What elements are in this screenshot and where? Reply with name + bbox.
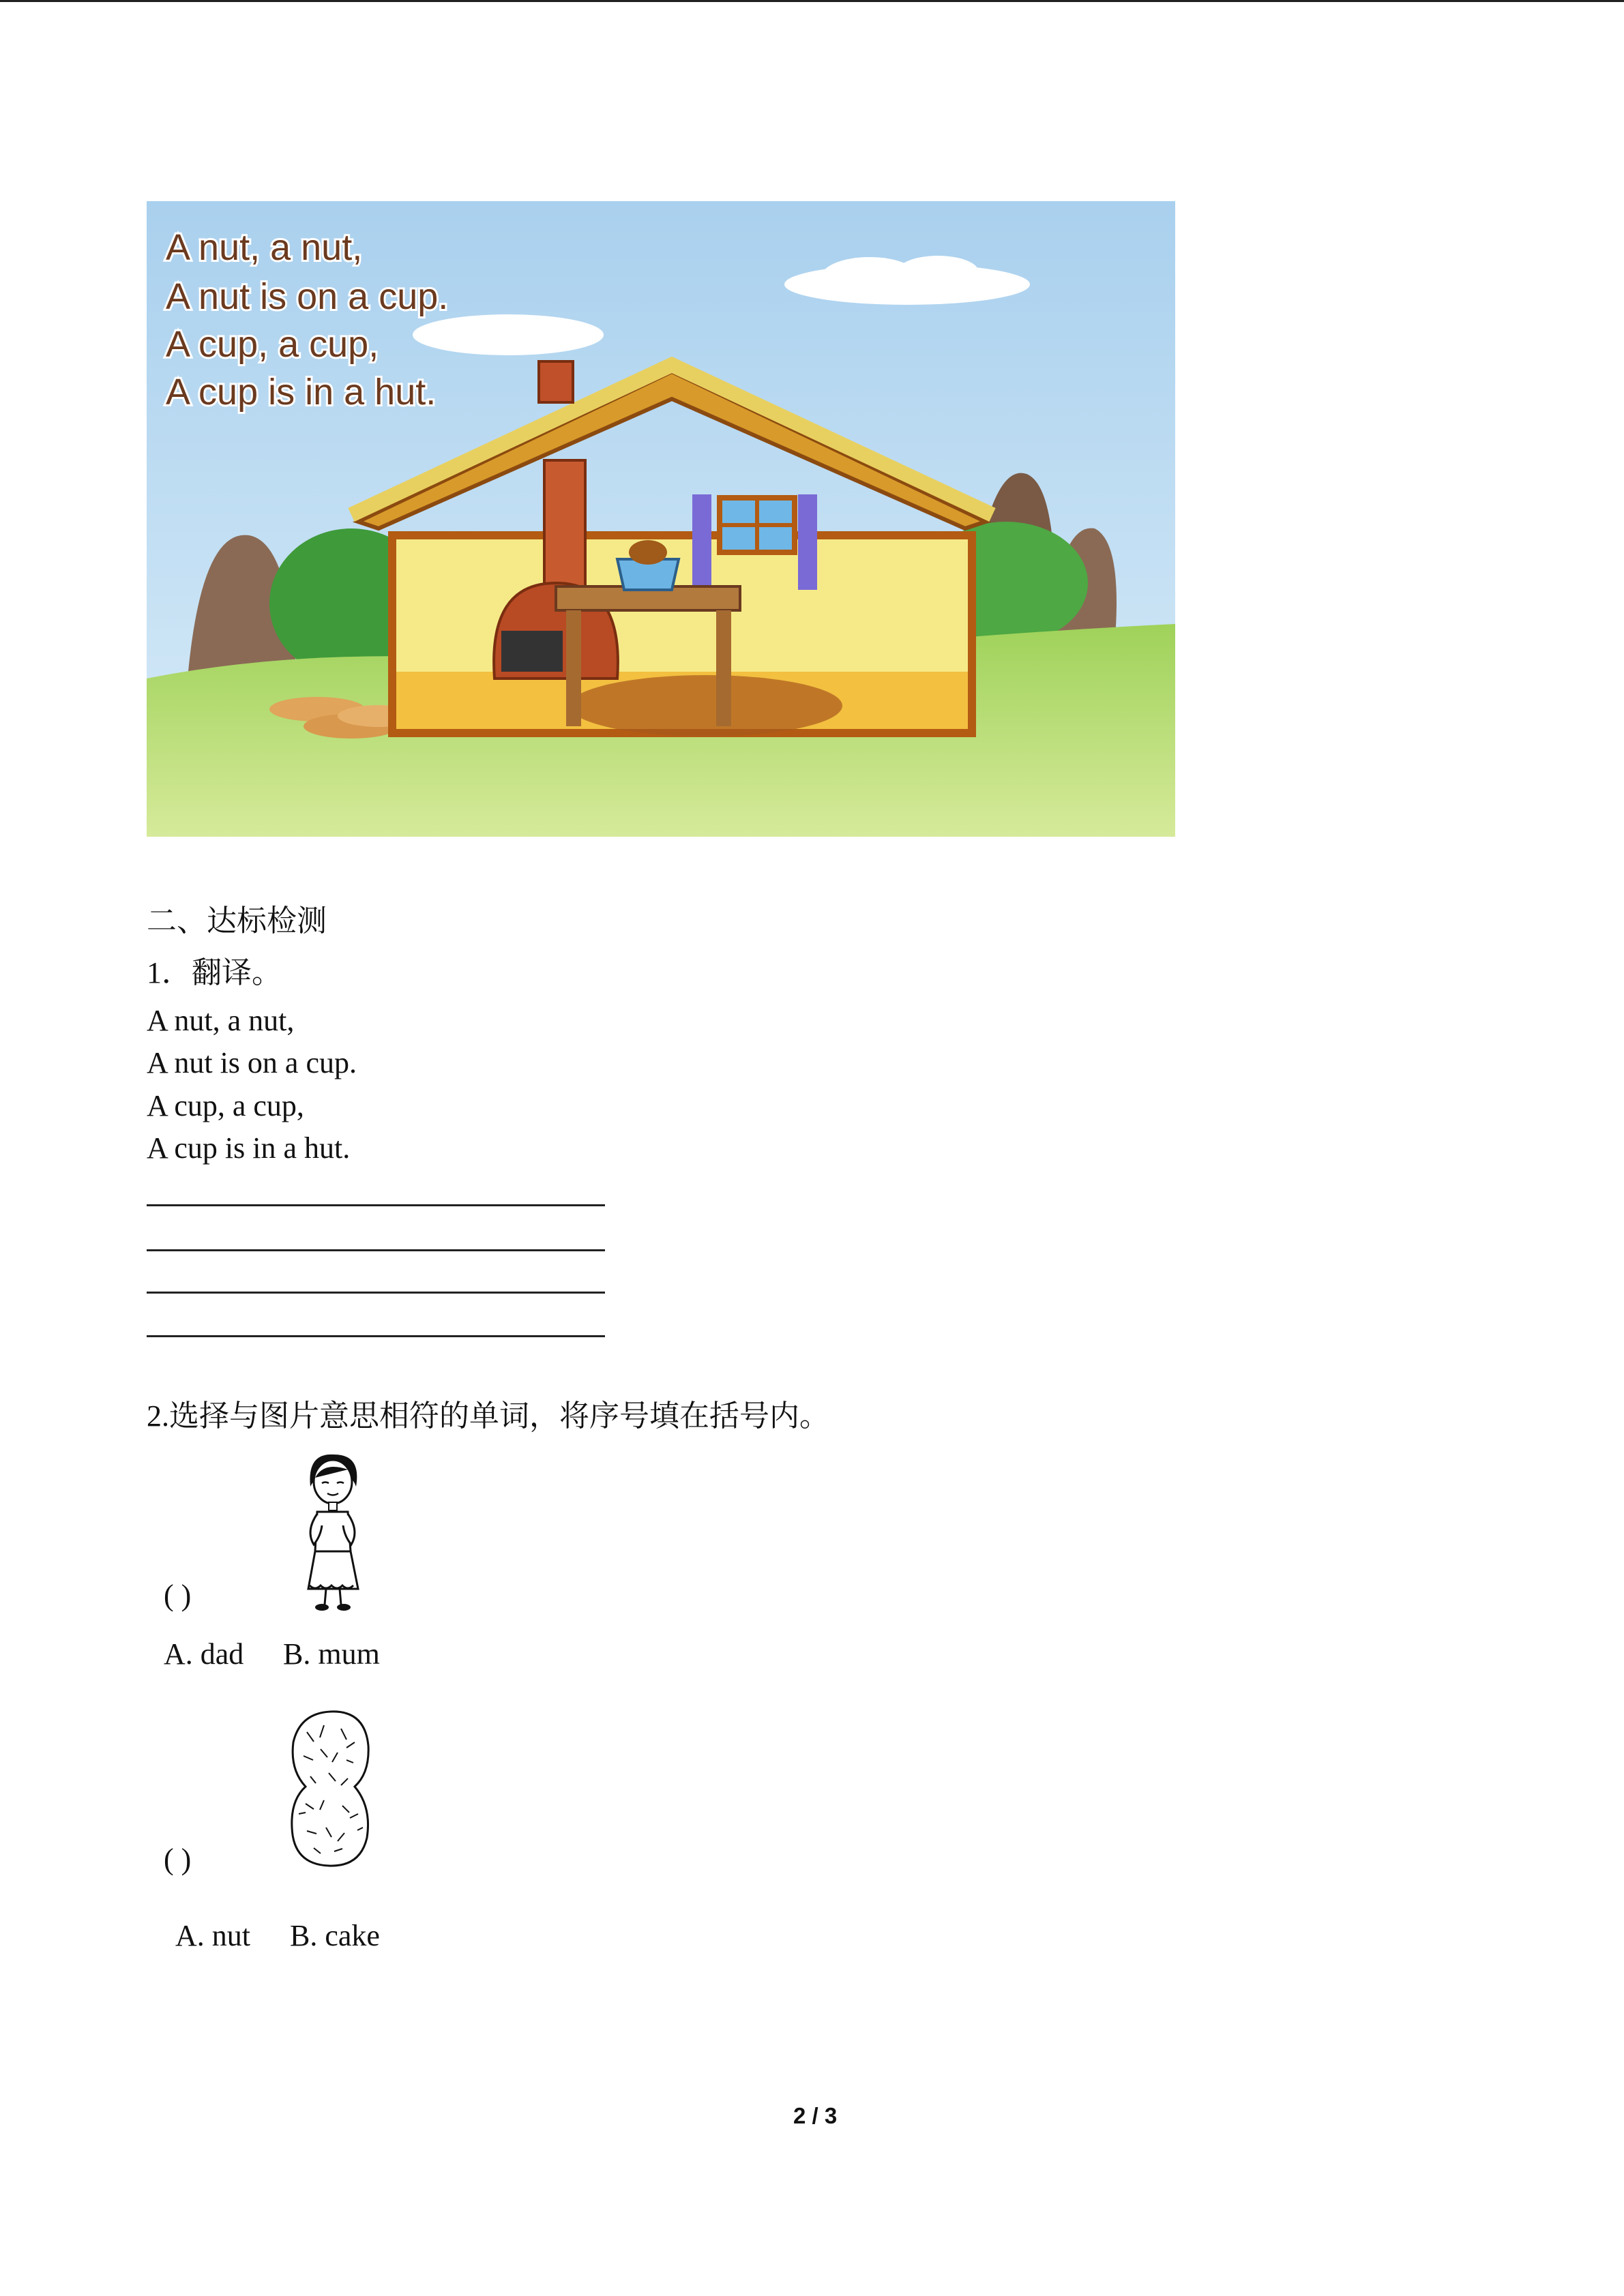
poem-line-4: A cup is in a hut.	[166, 372, 437, 413]
q1-line-1: A nut, a nut,	[147, 1004, 295, 1037]
section-title: 二、达标检测	[147, 904, 327, 938]
woman-drawing	[293, 1449, 375, 1613]
q1-line-4: A cup is in a hut.	[147, 1131, 351, 1165]
answer-blank-1[interactable]	[147, 1204, 605, 1206]
answer-paren-1[interactable]: ( )	[164, 1579, 192, 1612]
page-top-border	[0, 0, 1624, 2]
peanut-drawing	[286, 1705, 375, 1868]
q2-item2-option-a: A. nut	[175, 1919, 250, 1952]
poem-line-3: A cup, a cup,	[166, 324, 379, 365]
q1-prompt: 1．翻译。	[147, 956, 282, 989]
q2-item2-option-b: B. cake	[290, 1919, 380, 1952]
q1-line-3: A cup, a cup,	[147, 1089, 304, 1122]
q2-item1-option-a: A. dad	[164, 1637, 244, 1671]
answer-blank-4[interactable]	[147, 1335, 605, 1337]
q2-prompt: 2.选择与图片意思相符的单词，将序号填在括号内。	[147, 1399, 829, 1433]
poem-line-2: A nut is on a cup.	[166, 276, 449, 317]
poem-illustration	[147, 201, 1175, 837]
answer-blank-3[interactable]	[147, 1292, 605, 1294]
q2-item1-option-b: B. mum	[283, 1637, 380, 1671]
answer-blank-2[interactable]	[147, 1249, 605, 1251]
page-number: 2 / 3	[793, 2103, 838, 2128]
q1-line-2: A nut is on a cup.	[147, 1046, 357, 1079]
answer-paren-2[interactable]: ( )	[164, 1843, 192, 1876]
poem-line-1: A nut, a nut,	[166, 227, 363, 268]
